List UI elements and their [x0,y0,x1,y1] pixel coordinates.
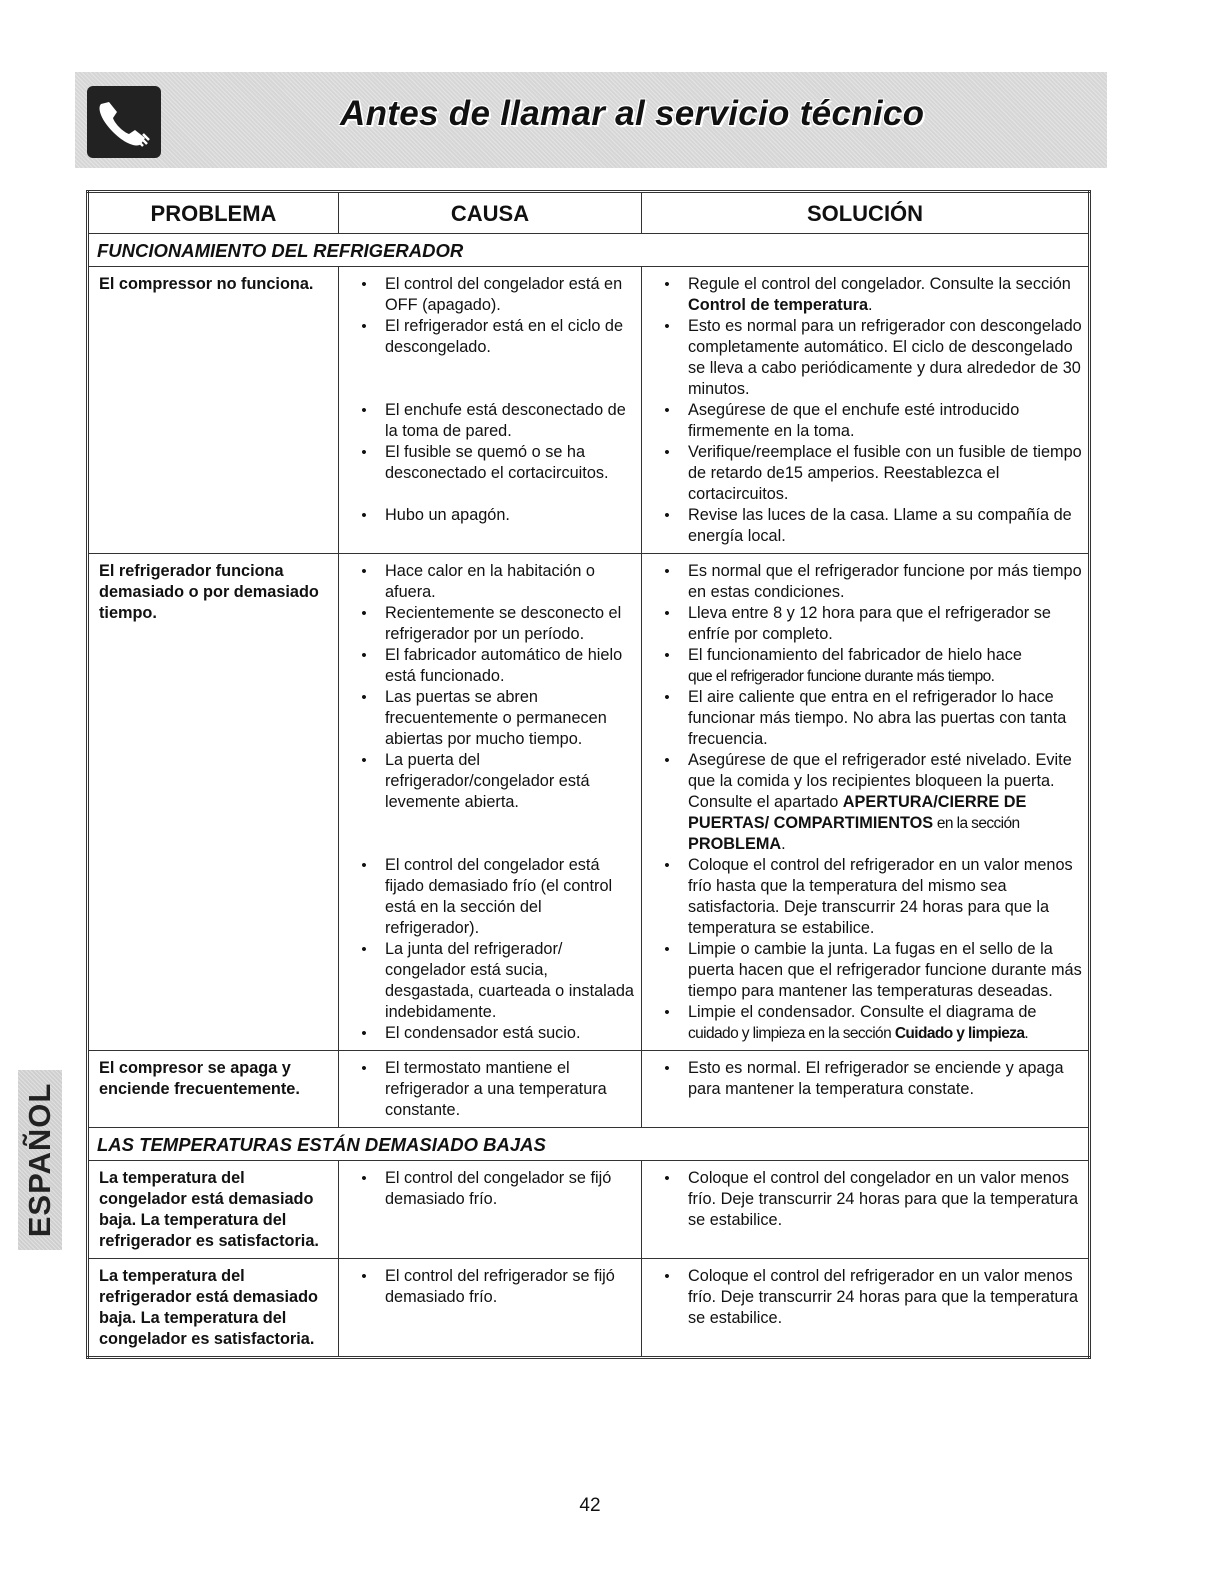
solution-item: • Lleva entre 8 y 12 hora para que el refrigerador se enfríe por completo. [646,603,1084,645]
language-tab [18,1070,62,1250]
solution-item: • Verifique/reemplace el fusible con un fusible de tiempo de retardo de15 amperios. Reestablezca el cortacircuitos. [646,442,1084,505]
section-row [88,234,1090,267]
table-row [88,1051,1090,1128]
section-row [88,1128,1090,1161]
cause-item: • Las puertas se abren frecuentemente o permanecen abiertas por mucho tiempo. [343,687,637,750]
problem-cell: La temperatura del refrigerador está demasiado baja. La temperatura del congelador es satisfactoria. [88,1259,339,1358]
solution-item: • Es normal que el refrigerador funcione por más tiempo en estas condiciones. [646,561,1084,603]
cause-item: • El fusible se quemó o se ha desconectado el cortacircuitos. [343,442,637,484]
bullet-icon: • [361,1170,367,1187]
cause-cell [339,1259,642,1358]
cause-item: • Hubo un apagón. [343,505,637,526]
solution-cell [642,1051,1090,1128]
solution-cell [642,1259,1090,1358]
cause-item: • Recientemente se desconecto el refrigerador por un período. [343,603,637,645]
solution-item: • Limpie o cambie la junta. La fugas en el sello de la puerta hacen que el refrigerador funcione durante más tiempo para mantener las temperaturas deseadas. [646,939,1084,1002]
page-title: Antes de llamar al servicio técnico [340,94,925,133]
bullet-icon: • [361,276,367,293]
bullet-icon: • [664,276,670,293]
cause-item: • El termostato mantiene el refrigerador a una temperatura constante. [343,1058,637,1121]
bullet-icon: • [664,605,670,622]
solution-item: • Limpie el condensador. Consulte el diagrama de cuidado y limpieza en la sección Cuidado y limpieza. [646,1002,1084,1044]
solution-item: • Esto es normal para un refrigerador con descongelado completamente automático. El ciclo de descongelado se lleva a cabo periódicamente y dura alrededor de 30 minutos. [646,316,1084,400]
bullet-icon: • [664,941,670,958]
cause-item: • El control del congelador está fijado demasiado frío (el control está en la sección del refrigerador). [343,855,637,939]
bullet-icon: • [361,444,367,461]
bullet-icon: • [664,318,670,335]
table-header-row [88,192,1090,234]
problem-cell: El compressor no funciona. [88,267,339,554]
bullet-icon: • [361,1268,367,1285]
bullet-icon: • [361,402,367,419]
bullet-icon: • [664,1268,670,1285]
table-row [88,1161,1090,1259]
column-header-solution: SOLUCIÓN [642,192,1090,234]
header-banner [75,72,1107,168]
cause-item: • El control del congelador está en OFF (apagado). [343,274,637,316]
table-row [88,554,1090,1051]
cause-item: • Hace calor en la habitación o afuera. [343,561,637,603]
column-header-cause: CAUSA [339,192,642,234]
bullet-icon: • [361,857,367,874]
bullet-icon: • [664,647,670,664]
cause-cell [339,267,642,554]
bullet-icon: • [664,444,670,461]
cause-item: • El condensador está sucio. [343,1023,637,1044]
page-number: 42 [579,1495,601,1516]
phone-handset-icon [87,86,161,158]
solution-item: • Revise las luces de la casa. Llame a su compañía de energía local. [646,505,1084,547]
table-row [88,267,1090,554]
solution-cell [642,267,1090,554]
language-tab-label: ESPAÑOL [22,1082,57,1238]
solution-item: • Coloque el control del congelador en un valor menos frío. Deje transcurrir 24 horas para que la temperatura se estabilice. [646,1168,1084,1231]
solution-item: • Esto es normal. El refrigerador se enciende y apaga para mantener la temperatura constate. [646,1058,1084,1100]
cause-cell [339,1161,642,1259]
bullet-icon: • [361,563,367,580]
cause-item: • La puerta del refrigerador/congelador está levemente abierta. [343,750,637,813]
cause-item: • El control del refrigerador se fijó demasiado frío. [343,1266,637,1308]
bullet-icon: • [664,752,670,769]
column-header-problem: PROBLEMA [88,192,339,234]
bullet-icon: • [361,507,367,524]
bullet-icon: • [664,1170,670,1187]
section-title: LAS TEMPERATURAS ESTÁN DEMASIADO BAJAS [88,1128,1090,1161]
bullet-icon: • [361,689,367,706]
section-title: FUNCIONAMIENTO DEL REFRIGERADOR [88,234,1090,267]
bullet-icon: • [361,941,367,958]
cause-item: • La junta del refrigerador/ congelador está sucia, desgastada, cuarteada o instalada indebidamente. [343,939,637,1023]
solution-item: • El aire caliente que entra en el refrigerador lo hace funcionar más tiempo. No abra las puertas con tanta frecuencia. [646,687,1084,750]
cause-cell [339,1051,642,1128]
solution-item: • El funcionamiento del fabricador de hielo hace que el refrigerador funcione durante más tiempo. [646,645,1084,687]
bullet-icon: • [361,318,367,335]
solution-item: • Asegúrese de que el enchufe esté introducido firmemente en la toma. [646,400,1084,442]
bullet-icon: • [361,647,367,664]
problem-cell: La temperatura del congelador está demasiado baja. La temperatura del refrigerador es satisfactoria. [88,1161,339,1259]
cause-item: • El refrigerador está en el ciclo de descongelado. [343,316,637,358]
bullet-icon: • [361,1025,367,1042]
solution-cell [642,1161,1090,1259]
problem-cell: El compresor se apaga y enciende frecuentemente. [88,1051,339,1128]
bullet-icon: • [664,1060,670,1077]
bullet-icon: • [361,1060,367,1077]
solution-item: • Asegúrese de que el refrigerador esté nivelado. Evite que la comida y los recipientes bloqueen la puerta. Consulte el apartado APERTURA/CIERRE DE PUERTAS/ COMPARTIMIENTOS en la sección PROBLEMA. [646,750,1084,855]
bullet-icon: • [664,563,670,580]
bullet-icon: • [664,689,670,706]
troubleshooting-table [86,190,1091,1359]
bullet-icon: • [361,752,367,769]
bullet-icon: • [664,402,670,419]
table-row [88,1259,1090,1358]
cause-item: • El control del congelador se fijó demasiado frío. [343,1168,637,1210]
cause-item: • El fabricador automático de hielo está funcionado. [343,645,637,687]
solution-item: • Regule el control del congelador. Consulte la sección Control de temperatura. [646,274,1084,316]
bullet-icon: • [361,605,367,622]
solution-cell [642,554,1090,1051]
bullet-icon: • [664,507,670,524]
solution-item: • Coloque el control del refrigerador en un valor menos frío hasta que la temperatura del mismo sea satisfactoria. Deje transcurrir 24 horas para que la temperatura se estabilice. [646,855,1084,939]
cause-item: • El enchufe está desconectado de la toma de pared. [343,400,637,442]
solution-item: • Coloque el control del refrigerador en un valor menos frío. Deje transcurrir 24 horas para que la temperatura se estabilice. [646,1266,1084,1329]
bullet-icon: • [664,857,670,874]
problem-cell: El refrigerador funciona demasiado o por demasiado tiempo. [88,554,339,1051]
bullet-icon: • [664,1004,670,1021]
cause-cell [339,554,642,1051]
